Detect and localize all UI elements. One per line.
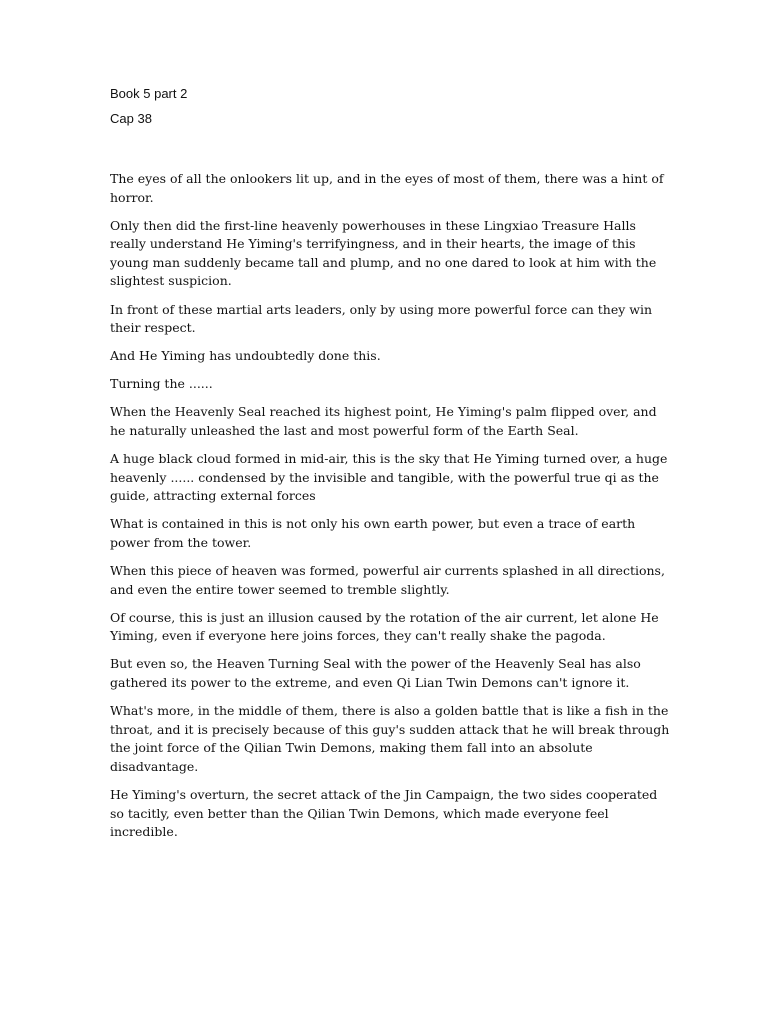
chapter-label: Cap 38 bbox=[110, 111, 152, 126]
paragraph: And He Yiming has undoubtedly done this. bbox=[110, 348, 381, 364]
paragraph: A huge black cloud formed in mid-air, this is the sky that He Yiming turned over, a huge heavenly ...... condensed by the invisible and tangible, with the powerful true qi as the guide, attracting external forces bbox=[110, 451, 668, 504]
paragraph: Turning the ...... bbox=[110, 376, 213, 392]
paragraph: What is contained in this is not only his own earth power, but even a trace of earth power from the tower. bbox=[110, 516, 636, 550]
paragraph: Of course, this is just an illusion caused by the rotation of the air current, let alone He Yiming, even if everyone here joins forces, they can't really shake the pagoda. bbox=[110, 609, 659, 644]
paragraph: When the Heavenly Seal reached its highest point, He Yiming's palm flipped over, and he naturally unleashed the last and most powerful form of the Earth Seal. bbox=[110, 404, 657, 439]
chapter-body bbox=[110, 170, 670, 851]
paragraph: In front of these martial arts leaders, only by using more powerful force can they win their respect. bbox=[110, 301, 653, 336]
paragraph: He Yiming's overturn, the secret attack of the Jin Campaign, the two sides cooperated so tacitly, even better than the Qilian Twin Demons, which made everyone feel incredible. bbox=[110, 787, 658, 840]
paragraph: Only then did the first-line heavenly powerhouses in these Lingxiao Treasure Halls really understand He Yiming's terrifyingness, and in their hearts, the image of this young man suddenly became tall and plump, and no one dared to look at him with the slightest suspicion. bbox=[110, 217, 657, 289]
paragraph: The eyes of all the onlookers lit up, and in the eyes of most of them, there was a hint of horror. bbox=[110, 171, 664, 205]
paragraph: But even so, the Heaven Turning Seal with the power of the Heavenly Seal has also gathered its power to the extreme, and even Qi Lian Twin Demons can't ignore it. bbox=[110, 656, 641, 691]
paragraph: What's more, in the middle of them, there is also a golden battle that is like a fish in the throat, and it is precisely because of this guy's sudden attack that he will break through the joint force of the Qilian Twin Demons, making them fall into an absolute disadvantage. bbox=[110, 703, 670, 774]
book-title: Book 5 part 2 bbox=[110, 86, 188, 101]
paragraph: When this piece of heaven was formed, powerful air currents splashed in all directions, and even the entire tower seemed to tremble slightly. bbox=[110, 563, 665, 597]
